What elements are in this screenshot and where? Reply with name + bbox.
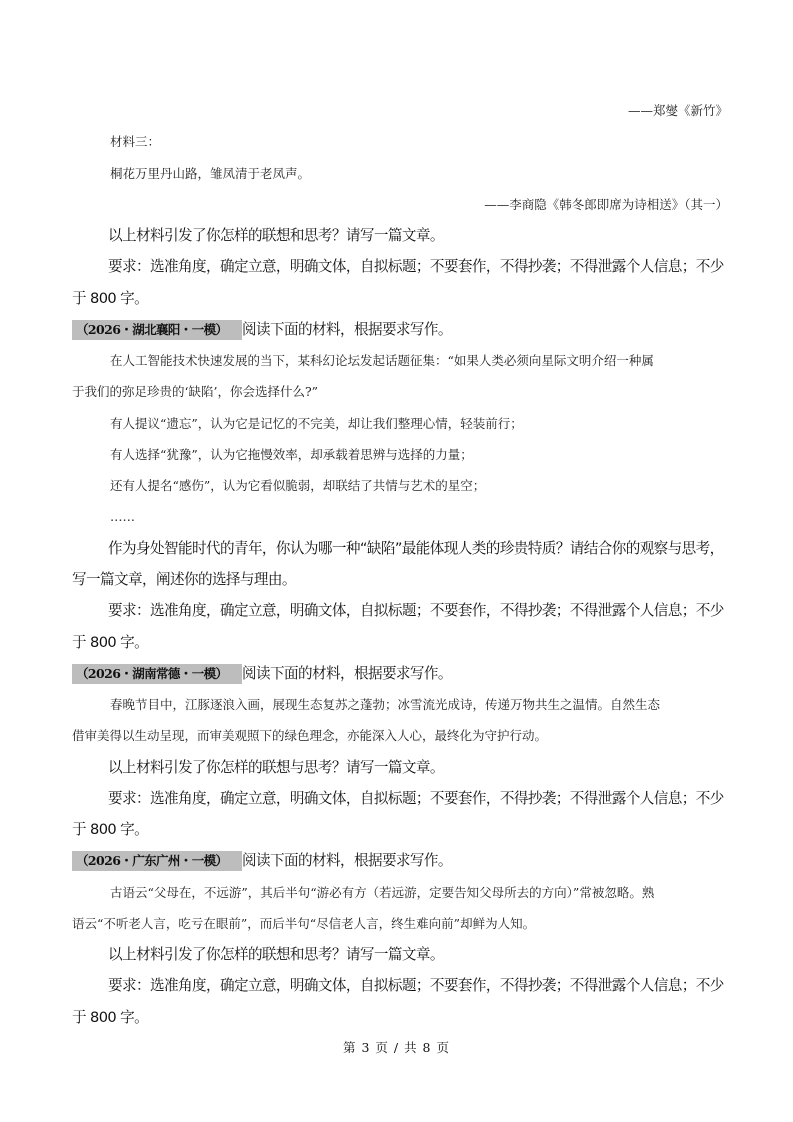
q4-requirement-end: 于 800 字。 bbox=[72, 1008, 149, 1026]
page-footer: 第 3 页 / 共 8 页 bbox=[343, 1040, 450, 1055]
q2-material-line: …… bbox=[110, 509, 135, 525]
q3-intro: 阅读下面的材料，根据要求写作。 bbox=[242, 664, 452, 682]
q2-material-line: 有人提议“遗忘”，认为它是记忆的不完美，却让我们整理心情，轻装前行； bbox=[110, 415, 523, 431]
q1-requirement-end: 于 800 字。 bbox=[72, 289, 149, 307]
q2-material-line: 在人工智能技术快速发展的当下，某科幻论坛发起话题征集：“如果人类必须向星际文明介绍一种属 bbox=[110, 353, 654, 369]
q4-material-line: 古语云“父母在，不远游”，其后半句“游必有方（若远游，定要告知父母所去的方向）”常被忽略。熟 bbox=[110, 884, 655, 900]
q3-requirement: 要求：选准角度，确定立意，明确文体，自拟标题；不要套作，不得抄袭；不得泄露个人信息；不少 bbox=[108, 789, 724, 807]
q1-requirement: 要求：选准角度，确定立意，明确文体，自拟标题；不要套作，不得抄袭；不得泄露个人信息；不少 bbox=[108, 258, 724, 276]
q2-material-line: 还有人提名“感伤”，认为它看似脆弱，却联结了共情与艺术的星空； bbox=[110, 478, 486, 494]
material3-source: ——李商隐《韩冬郎即席为诗相送》（其一） bbox=[484, 196, 728, 212]
q2-material-line: 有人选择“犹豫”，认为它拖慢效率，却承载着思辨与选择的力量； bbox=[110, 446, 473, 462]
q1-prompt: 以上材料引发了你怎样的联想和思考？请写一篇文章。 bbox=[108, 227, 444, 245]
q4-heading bbox=[72, 845, 728, 876]
q4-requirement: 要求：选准角度，确定立意，明确文体，自拟标题；不要套作，不得抄袭；不得泄露个人信息；不少 bbox=[108, 977, 724, 995]
material2-source: ——郑燮《新竹》 bbox=[627, 103, 728, 118]
q4-prompt: 以上材料引发了你怎样的联想和思考？请写一篇文章。 bbox=[108, 946, 444, 964]
document-page bbox=[72, 95, 728, 1033]
q3-heading bbox=[72, 658, 728, 689]
q2-prompt-end: 写一篇文章，阐述你的选择与理由。 bbox=[72, 570, 296, 588]
q2-material-line: 于我们的弥足珍贵的‘缺陷’，你会选择什么?” bbox=[72, 384, 319, 400]
q2-prompt: 作为身处智能时代的青年，你认为哪一种“缺陷”最能体现人类的珍贵特质？请结合你的观察与思考， bbox=[108, 539, 724, 557]
q3-source-tag: （2026・湖南常德・一模） bbox=[72, 664, 242, 684]
q2-heading bbox=[72, 314, 728, 345]
q2-intro: 阅读下面的材料，根据要求写作。 bbox=[242, 320, 452, 338]
material3-label: 材料三： bbox=[110, 134, 161, 150]
q2-requirement: 要求：选准角度，确定立意，明确文体，自拟标题；不要套作，不得抄袭；不得泄露个人信息；不少 bbox=[108, 602, 724, 620]
q3-requirement-end: 于 800 字。 bbox=[72, 821, 149, 839]
q3-prompt: 以上材料引发了你怎样的联想与思考？请写一篇文章。 bbox=[108, 758, 444, 776]
q2-source-tag: （2026・湖北襄阳・一模） bbox=[72, 320, 242, 340]
q4-material-line: 语云“不听老人言，吃亏在眼前”，而后半句“尽信老人言，终生难向前”却鲜为人知。 bbox=[72, 915, 536, 931]
q4-intro: 阅读下面的材料，根据要求写作。 bbox=[242, 852, 452, 870]
q2-requirement-end: 于 800 字。 bbox=[72, 633, 149, 651]
q3-material-line: 春晚节目中，江豚逐浪入画，展现生态复苏之蓬勃；冰雪流光成诗，传递万物共生之温情。自然生态 bbox=[110, 697, 661, 713]
q4-source-tag: （2026・广东广州・一模） bbox=[72, 851, 242, 871]
material3-text: 桐花万里丹山路，雏凤清于老凤声。 bbox=[110, 165, 311, 181]
q3-material-line: 借审美得以生动呈现，而审美观照下的绿色理念，亦能深入人心，最终化为守护行动。 bbox=[72, 728, 548, 744]
